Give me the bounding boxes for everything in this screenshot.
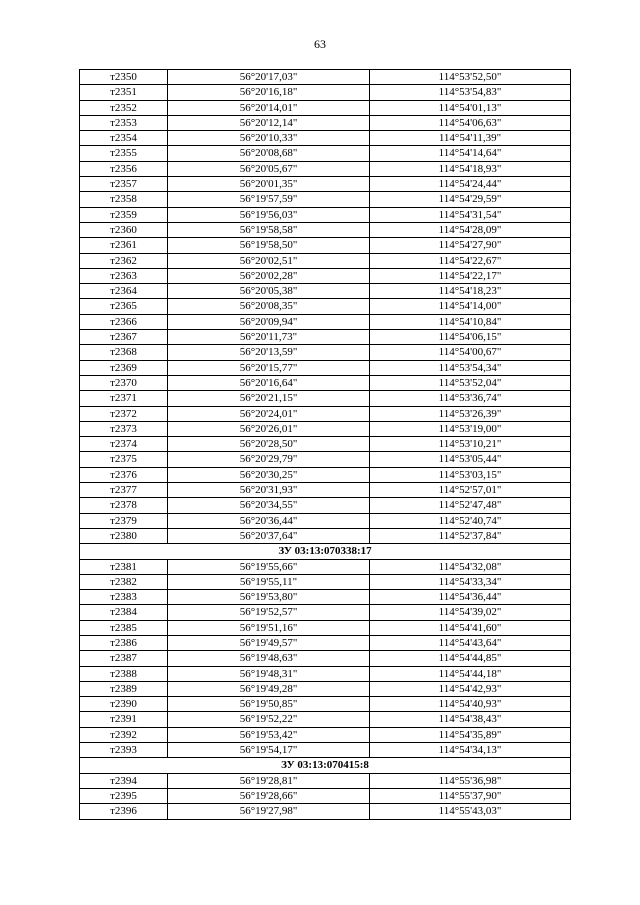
latitude-cell: 56°20'31,93" [168,483,370,498]
longitude-cell: 114°54'14,00" [370,299,571,314]
point-id-cell: т2350 [80,70,168,85]
table-row [80,268,571,283]
longitude-cell: 114°54'36,44" [370,590,571,605]
point-id-cell: т2375 [80,452,168,467]
longitude-cell: 114°52'37,84" [370,528,571,543]
longitude-cell: 114°53'03,15" [370,467,571,482]
longitude-cell: 114°54'18,23" [370,284,571,299]
table-row [80,635,571,650]
longitude-cell: 114°54'42,93" [370,681,571,696]
point-id-cell: т2377 [80,483,168,498]
table-row [80,666,571,681]
latitude-cell: 56°20'14,01" [168,100,370,115]
latitude-cell: 56°19'55,11" [168,574,370,589]
page-number: 63 [314,37,326,51]
longitude-cell: 114°55'37,90" [370,788,571,803]
latitude-cell: 56°19'48,31" [168,666,370,681]
table-row [80,467,571,482]
latitude-cell: 56°20'16,64" [168,375,370,390]
latitude-cell: 56°19'51,16" [168,620,370,635]
latitude-cell: 56°20'30,25" [168,467,370,482]
longitude-cell: 114°54'38,43" [370,712,571,727]
point-id-cell: т2395 [80,788,168,803]
longitude-cell: 114°54'32,08" [370,559,571,574]
point-id-cell: т2365 [80,299,168,314]
longitude-cell: 114°55'43,03" [370,804,571,819]
table-row [80,773,571,788]
table-row [80,207,571,222]
table-row [80,651,571,666]
table-row [80,681,571,696]
table-row [80,437,571,452]
longitude-cell: 114°54'35,89" [370,727,571,742]
longitude-cell: 114°54'39,02" [370,605,571,620]
point-id-cell: т2369 [80,360,168,375]
latitude-cell: 56°20'05,38" [168,284,370,299]
longitude-cell: 114°54'22,17" [370,268,571,283]
latitude-cell: 56°20'02,28" [168,268,370,283]
table-row [80,498,571,513]
point-id-cell: т2385 [80,620,168,635]
table-row [80,330,571,345]
table-row [80,620,571,635]
longitude-cell: 114°54'34,13" [370,743,571,758]
point-id-cell: т2382 [80,574,168,589]
latitude-cell: 56°20'34,55" [168,498,370,513]
point-id-cell: т2396 [80,804,168,819]
point-id-cell: т2373 [80,421,168,436]
table-row [80,161,571,176]
table-row [80,712,571,727]
latitude-cell: 56°20'11,73" [168,330,370,345]
point-id-cell: т2357 [80,177,168,192]
longitude-cell: 114°54'06,15" [370,330,571,345]
latitude-cell: 56°19'49,57" [168,635,370,650]
point-id-cell: т2361 [80,238,168,253]
table-row [80,85,571,100]
point-id-cell: т2384 [80,605,168,620]
longitude-cell: 114°53'54,34" [370,360,571,375]
latitude-cell: 56°20'17,03" [168,70,370,85]
point-id-cell: т2393 [80,743,168,758]
table-row [80,146,571,161]
longitude-cell: 114°54'14,64" [370,146,571,161]
latitude-cell: 56°19'58,50" [168,238,370,253]
table-row [80,727,571,742]
point-id-cell: т2366 [80,314,168,329]
coordinates-table [79,69,571,820]
latitude-cell: 56°19'58,58" [168,222,370,237]
section-header-row [80,758,571,773]
table-row [80,238,571,253]
longitude-cell: 114°53'52,50" [370,70,571,85]
latitude-cell: 56°20'02,51" [168,253,370,268]
longitude-cell: 114°54'24,44" [370,177,571,192]
point-id-cell: т2358 [80,192,168,207]
table-row [80,406,571,421]
point-id-cell: т2356 [80,161,168,176]
longitude-cell: 114°55'36,98" [370,773,571,788]
latitude-cell: 56°19'28,81" [168,773,370,788]
longitude-cell: 114°54'18,93" [370,161,571,176]
point-id-cell: т2394 [80,773,168,788]
longitude-cell: 114°53'52,04" [370,375,571,390]
longitude-cell: 114°54'33,34" [370,574,571,589]
point-id-cell: т2381 [80,559,168,574]
latitude-cell: 56°20'09,94" [168,314,370,329]
table-row [80,574,571,589]
longitude-cell: 114°54'44,85" [370,651,571,666]
table-row [80,222,571,237]
point-id-cell: т2359 [80,207,168,222]
latitude-cell: 56°19'52,22" [168,712,370,727]
latitude-cell: 56°20'36,44" [168,513,370,528]
point-id-cell: т2360 [80,222,168,237]
latitude-cell: 56°20'37,64" [168,528,370,543]
table-row [80,192,571,207]
latitude-cell: 56°19'48,63" [168,651,370,666]
latitude-cell: 56°20'16,18" [168,85,370,100]
longitude-cell: 114°54'10,84" [370,314,571,329]
longitude-cell: 114°52'57,01" [370,483,571,498]
point-id-cell: т2371 [80,391,168,406]
point-id-cell: т2392 [80,727,168,742]
table-row [80,452,571,467]
table-row [80,131,571,146]
point-id-cell: т2378 [80,498,168,513]
point-id-cell: т2364 [80,284,168,299]
point-id-cell: т2355 [80,146,168,161]
longitude-cell: 114°54'28,09" [370,222,571,237]
longitude-cell: 114°54'41,60" [370,620,571,635]
longitude-cell: 114°53'54,83" [370,85,571,100]
latitude-cell: 56°19'50,85" [168,697,370,712]
point-id-cell: т2362 [80,253,168,268]
longitude-cell: 114°53'26,39" [370,406,571,421]
point-id-cell: т2388 [80,666,168,681]
longitude-cell: 114°54'06,63" [370,115,571,130]
latitude-cell: 56°19'49,28" [168,681,370,696]
point-id-cell: т2380 [80,528,168,543]
latitude-cell: 56°20'28,50" [168,437,370,452]
coordinates-table-body [80,70,571,820]
table-row [80,345,571,360]
latitude-cell: 56°20'26,01" [168,421,370,436]
table-row [80,115,571,130]
point-id-cell: т2379 [80,513,168,528]
table-row [80,70,571,85]
longitude-cell: 114°54'01,13" [370,100,571,115]
table-row [80,360,571,375]
latitude-cell: 56°19'56,03" [168,207,370,222]
longitude-cell: 114°54'31,54" [370,207,571,222]
point-id-cell: т2372 [80,406,168,421]
section-label: ЗУ 03:13:070338:17 [80,544,571,559]
longitude-cell: 114°53'19,00" [370,421,571,436]
longitude-cell: 114°54'27,90" [370,238,571,253]
table-row [80,375,571,390]
point-id-cell: т2370 [80,375,168,390]
point-id-cell: т2367 [80,330,168,345]
longitude-cell: 114°52'40,74" [370,513,571,528]
point-id-cell: т2386 [80,635,168,650]
latitude-cell: 56°20'21,15" [168,391,370,406]
table-row [80,100,571,115]
latitude-cell: 56°20'08,35" [168,299,370,314]
latitude-cell: 56°20'05,67" [168,161,370,176]
longitude-cell: 114°53'05,44" [370,452,571,467]
table-row [80,284,571,299]
latitude-cell: 56°19'53,80" [168,590,370,605]
latitude-cell: 56°19'57,59" [168,192,370,207]
point-id-cell: т2387 [80,651,168,666]
section-header-row [80,544,571,559]
latitude-cell: 56°19'54,17" [168,743,370,758]
table-row [80,528,571,543]
longitude-cell: 114°54'11,39" [370,131,571,146]
latitude-cell: 56°20'24,01" [168,406,370,421]
table-row [80,788,571,803]
point-id-cell: т2368 [80,345,168,360]
point-id-cell: т2363 [80,268,168,283]
table-row [80,253,571,268]
table-row [80,590,571,605]
latitude-cell: 56°19'52,57" [168,605,370,620]
table-row [80,314,571,329]
point-id-cell: т2374 [80,437,168,452]
section-label: ЗУ 03:13:070415:8 [80,758,571,773]
latitude-cell: 56°20'12,14" [168,115,370,130]
longitude-cell: 114°53'36,74" [370,391,571,406]
latitude-cell: 56°19'55,66" [168,559,370,574]
latitude-cell: 56°19'27,98" [168,804,370,819]
table-row [80,605,571,620]
table-row [80,483,571,498]
longitude-cell: 114°53'10,21" [370,437,571,452]
latitude-cell: 56°20'08,68" [168,146,370,161]
point-id-cell: т2354 [80,131,168,146]
latitude-cell: 56°20'15,77" [168,360,370,375]
point-id-cell: т2353 [80,115,168,130]
longitude-cell: 114°54'00,67" [370,345,571,360]
table-row [80,421,571,436]
longitude-cell: 114°54'22,67" [370,253,571,268]
longitude-cell: 114°54'29,59" [370,192,571,207]
latitude-cell: 56°20'01,35" [168,177,370,192]
latitude-cell: 56°20'13,59" [168,345,370,360]
latitude-cell: 56°20'10,33" [168,131,370,146]
point-id-cell: т2389 [80,681,168,696]
longitude-cell: 114°54'40,93" [370,697,571,712]
longitude-cell: 114°52'47,48" [370,498,571,513]
table-row [80,697,571,712]
table-row [80,743,571,758]
point-id-cell: т2391 [80,712,168,727]
longitude-cell: 114°54'43,64" [370,635,571,650]
latitude-cell: 56°19'53,42" [168,727,370,742]
table-row [80,177,571,192]
longitude-cell: 114°54'44,18" [370,666,571,681]
table-row [80,513,571,528]
latitude-cell: 56°19'28,66" [168,788,370,803]
table-row [80,299,571,314]
table-row [80,391,571,406]
table-row [80,804,571,819]
latitude-cell: 56°20'29,79" [168,452,370,467]
point-id-cell: т2376 [80,467,168,482]
point-id-cell: т2390 [80,697,168,712]
point-id-cell: т2352 [80,100,168,115]
table-row [80,559,571,574]
point-id-cell: т2351 [80,85,168,100]
point-id-cell: т2383 [80,590,168,605]
